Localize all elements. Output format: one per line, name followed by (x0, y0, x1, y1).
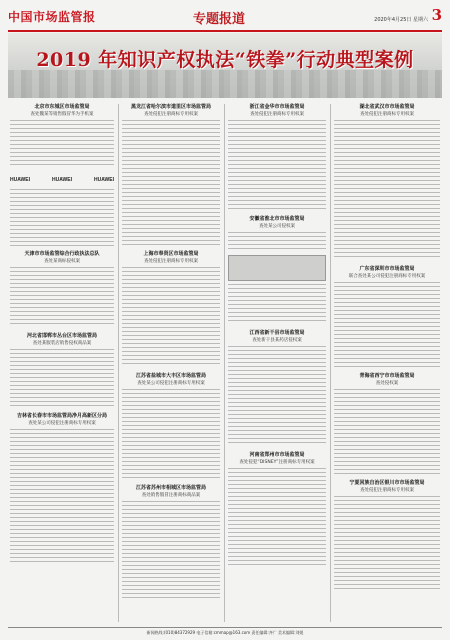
headline-banner (8, 33, 442, 98)
article-body (334, 389, 440, 474)
column-4 (334, 104, 440, 597)
article-body (122, 267, 220, 367)
article (122, 373, 220, 479)
article-title: 江苏省盐城市大丰区市场监管局 (135, 373, 206, 379)
article-subtitle: 查处某服装店销售侵权商品案 (32, 341, 92, 346)
article-body (122, 501, 220, 601)
banner-title: 2019 年知识产权执法“铁拳”行动典型案例 (36, 49, 414, 71)
article-body (228, 346, 326, 446)
article-title: 北京市东城区市场监管局 (34, 104, 90, 110)
article (334, 480, 440, 591)
article (122, 104, 220, 245)
article-body (10, 189, 114, 249)
article-title: 宁夏回族自治区银川市市场监管局 (349, 480, 425, 486)
article-title: 吉林省长春市市场监管局净月高新区分局 (16, 413, 107, 419)
page-header (8, 4, 442, 32)
column-1 (10, 104, 114, 570)
article (334, 104, 440, 260)
page-number: 3 (431, 6, 442, 24)
article-title: 河北省邯郸市丛台区市场监管局 (26, 333, 97, 339)
article-subtitle: 查处侵权案 (375, 381, 399, 386)
article (228, 330, 326, 446)
article-subtitle: 查处销售假冒注册商标商品案 (141, 493, 201, 498)
article-body (228, 468, 326, 568)
article-body (334, 120, 440, 260)
column-3 (228, 104, 326, 574)
article-title: 浙江省金华市市场监管局 (249, 104, 305, 110)
article-subtitle: 查处侵犯“DISNEY”注册商标专用权案 (239, 460, 315, 465)
article-body (122, 389, 220, 479)
article-title: 江苏省苏州市相城区市场监管局 (135, 485, 206, 491)
article-title: 青海省西宁市市场监管局 (359, 373, 415, 379)
article-title: 江西省新干县市场监管局 (249, 330, 305, 336)
brand-logo: HUAWEI (10, 177, 30, 183)
page-footer (8, 627, 442, 638)
article (10, 333, 114, 407)
article-subtitle: 查处侵犯注册商标专用权案 (360, 488, 414, 493)
article-title: 广东省深圳市市场监管局 (359, 266, 415, 272)
article (228, 216, 326, 324)
article-body (10, 429, 114, 564)
article-subtitle: 联合查处某公司侵犯注册商标专用权案 (348, 274, 426, 279)
article (122, 485, 220, 601)
article (228, 452, 326, 568)
column-divider (224, 104, 225, 622)
article-subtitle: 查处某公司侵犯注册商标专用权案 (28, 421, 96, 426)
footer-text: 新闻热线:(010)84372929 电子信箱:cmmap@163.com 责任编辑:齐广 美术编辑:刘媛 (146, 630, 304, 635)
article-body (334, 282, 440, 367)
section-title: 专题报道 (193, 12, 246, 27)
article-body (228, 120, 326, 210)
article-subtitle: 查处侵犯注册商标专用权案 (144, 112, 198, 117)
issue-info: 2020年4月25日 星期六 (374, 17, 428, 23)
article (10, 251, 114, 327)
article (334, 373, 440, 474)
article-title: 黑龙江省哈尔滨市道里区市场监管局 (130, 104, 211, 110)
brand-logo: HUAWEI (52, 177, 72, 183)
article-subtitle: 查处侵犯注册商标专用权案 (250, 112, 304, 117)
column-divider (118, 104, 119, 622)
article-title: 上海市奉贤区市场监管局 (143, 251, 199, 257)
article (228, 104, 326, 210)
article-subtitle: 查处某公司侵犯注册商标专用权案 (137, 381, 205, 386)
article-body (10, 349, 114, 407)
article-subtitle: 查处魏某等销售假冒华为手机案 (30, 112, 94, 117)
column-2 (122, 104, 220, 607)
article-title: 河南省郑州市市场监管局 (249, 452, 305, 458)
article-body (10, 120, 114, 168)
article (10, 413, 114, 564)
brand-logo-strip (10, 174, 114, 186)
article-body (228, 284, 326, 324)
article-body (10, 267, 114, 327)
article-body (228, 232, 326, 252)
article-subtitle: 查处某商标侵权案 (44, 259, 80, 264)
article-title: 湖北省武汉市市场监管局 (359, 104, 415, 110)
article-title: 天津市市场监管综合行政执法总队 (24, 251, 100, 257)
brand-logo: HUAWEI (94, 177, 114, 183)
article-photo (228, 255, 326, 281)
article (334, 266, 440, 367)
column-divider (330, 104, 331, 622)
banner-decoration (8, 70, 442, 98)
article-subtitle: 查处新干县某药店侵权案 (252, 338, 302, 343)
article-body (334, 496, 440, 591)
article-title: 安徽省淮北市市场监管局 (249, 216, 305, 222)
article (122, 251, 220, 367)
article (10, 104, 114, 168)
article-subtitle: 查处侵犯注册商标专用权案 (360, 112, 414, 117)
article-subtitle: 查处某公司侵权案 (259, 224, 295, 229)
newspaper-name: 中国市场监管报 (8, 10, 96, 24)
article-subtitle: 查处侵犯注册商标专用权案 (144, 259, 198, 264)
article-body (122, 120, 220, 245)
